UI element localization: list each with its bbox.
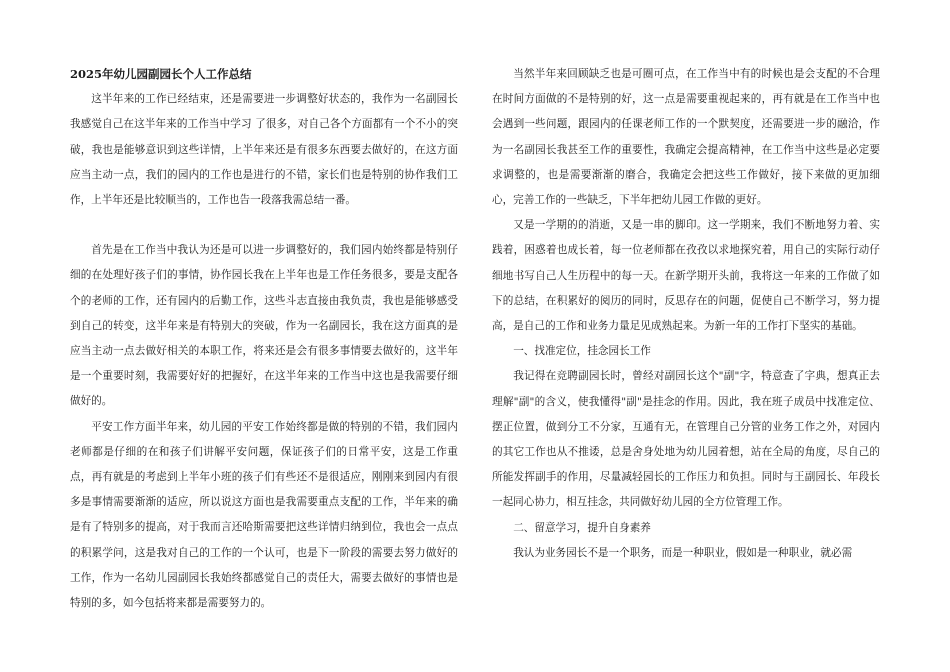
- paragraph: 平安工作方面半年来，幼儿园的平安工作始终都是做的特别的不错，我们园内老师都是仔细的在和孩子们讲解平安问题，保证孩子们的日常平安，这是工作重点，再有就是的考虑到上半年小班的孩子们有些还不是很适应，刚刚来到园内有很多是事情需要渐渐的适应，所以说这方面也是我需要重点支配的工作，半年来的确是有了特别多的提高，对于我而言还哈斯需要把这些详情归纳到位，我也会一点点的积累学问，这是我对自己的工作的一个认可，也是下一阶段的需要去努力做好的工作，作为一名幼儿园副园长我始终都感觉自己的责任大，需要去做好的事情也是特别的多，如今包括将来都是需要努力的。: [70, 420, 458, 610]
- paragraph: 这半年来的工作已经结束，还是需要进一步调整好状态的，我作为一名副园长我感觉自己在这半年来的工作当中学习 了很多，对自己各个方面都有一个不小的突破，我也是能够意识到这些详情，上半年来还是有很多东西要去做好的，在这方面应当主动一点，我们的园内的工作也是进行的不错，家长们也是特别的协作我们工作，上半年还是比较顺当的，工作也告一段落我需总结一番。: [70, 93, 458, 207]
- paragraph: 我记得在竞聘副园长时，曾经对副园长这个"副"字，特意查了字典，想真正去理解"副"的含义，使我懂得"副"是挂念的作用。因此，我在班子成员中找准定位、摆正位置，做到分工不分家，互通有无，在管理自己分管的业务工作之外，对园内的其它工作也从不推诿，总是舍身处地为幼儿园着想，站在全局的角度，尽自己的所能发挥副手的作用，尽量减轻园长的工作压力和负担。同时与王副园长、年段长一起同心协力，相互挂念，共同做好幼儿园的全方位管理工作。: [492, 370, 880, 509]
- section-heading: 二、留意学习，提升自身素养: [513, 521, 651, 534]
- right-column: [492, 62, 880, 566]
- paragraph: 又是一学期的的消逝，又是一串的脚印。这一学期来，我们不断地努力着、实践着，困惑着也成长着，每一位老师都在孜孜以求地探究着，用自己的实际行动仔细地书写自己人生历程中的每一天。在新学期开头前，我将这一年来的工作做了如下的总结，在积累好的阅历的同时，反思存在的问题，促使自己不断学习，努力提高，是自己的工作和业务力量足见成熟起来。为新一年的工作打下坚实的基础。: [492, 219, 880, 333]
- paragraph: 当然半年来回顾缺乏也是可圈可点，在工作当中有的时候也是会支配的不合理在时间方面做的不是特别的好，这一点是需要重视起来的，再有就是在工作当中也会遇到一些问题，跟园内的任课老师工作的一个默契度，还需要进一步的融洽，作为一名副园长我甚至工作的重要性，我确定会提高精神，在工作当中这些是必定要求调整的，也是需要渐渐的磨合，我确定会把这些工作做好，接下来做的更加细心，完善工作的一些缺乏，下半年把幼儿园工作做的更好。: [492, 68, 880, 207]
- paragraph: 我认为业务园长不是一个职务，而是一种职业，假如是一种职业，就必需: [513, 546, 853, 559]
- paragraph: 首先是在工作当中我认为还是可以进一步调整好的，我们园内始终都是特别仔细的在处理好孩子们的事情，协作园长我在上半年也是工作任务很多，要是支配各个的老师的工作，还有园内的后勤工作，这些斗志直接由我负责，我也是能够感受到自己的转变，这半年来是有特别大的突破，作为一名副园长，我在这方面真的是应当主动一点去做好相关的本职工作，将来还是会有很多事情要去做好的，这半年是一个重要时刻，我需要好好的把握好，在这半年来的工作当中这也是我需要仔细做好的。: [70, 244, 458, 408]
- document-title: 2025年幼儿园副园长个人工作总结: [70, 67, 252, 81]
- section-heading: 一、找准定位，挂念园长工作: [513, 345, 651, 358]
- paragraph-gap: [70, 213, 458, 238]
- left-column: [70, 62, 458, 616]
